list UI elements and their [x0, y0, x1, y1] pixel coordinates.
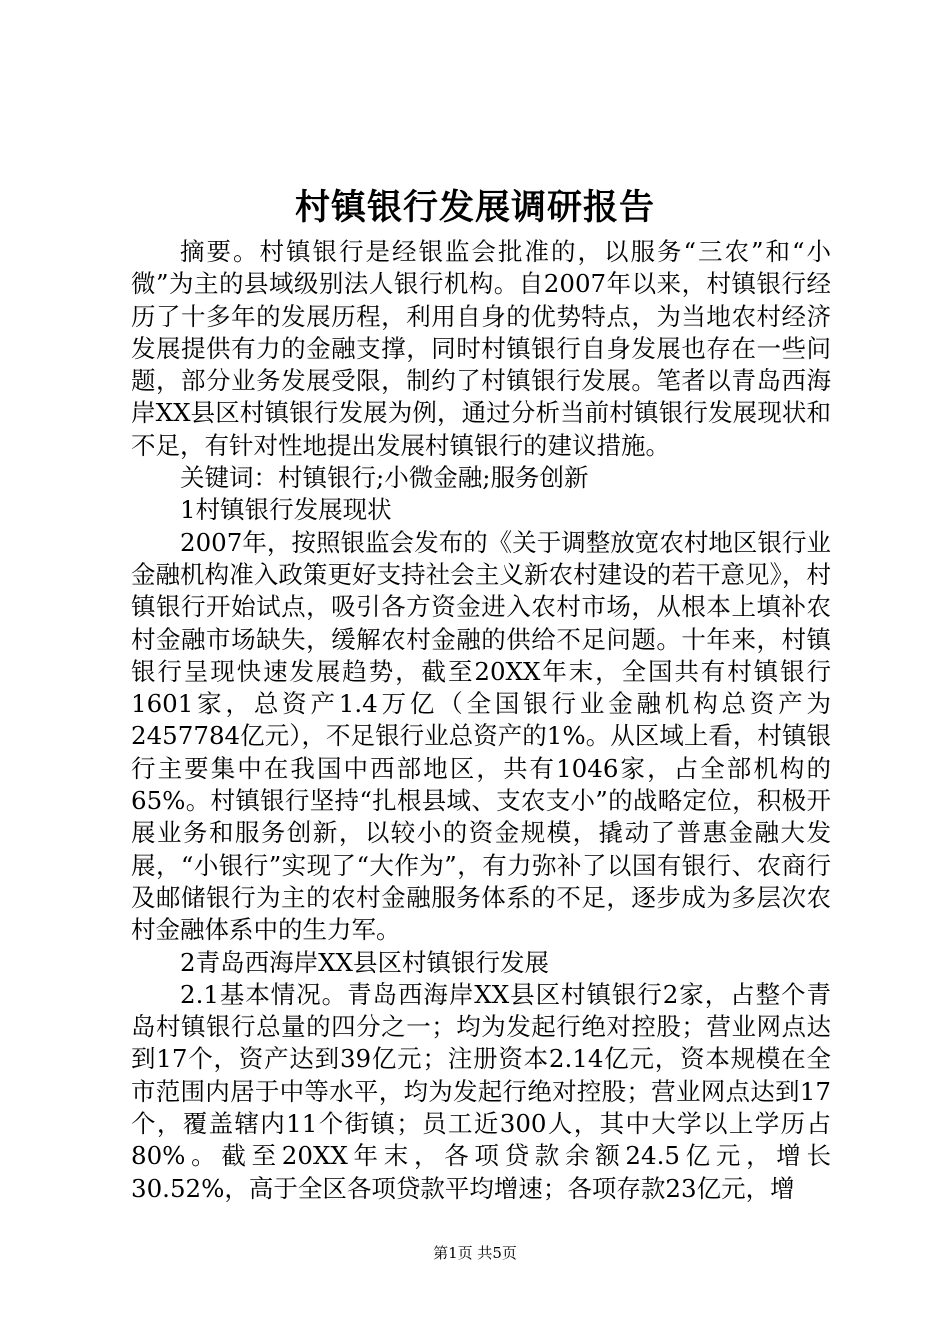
document-title: 村镇银行发展调研报告	[294, 187, 655, 228]
document-body	[131, 236, 831, 1205]
keywords-paragraph: 关键词：村镇银行;小微金融;服务创新	[180, 463, 589, 493]
body-paragraph: 2007年，按照银监会发布的《关于调整放宽农村地区银行业金融机构准入政策更好支持社会主义新农村建设的若干意见》，村镇银行开始试点，吸引各方资金进入农村市场，从根本上填补农村金融市场缺失，缓解农村金融的供给不足问题。十年来，村镇银行呈现快速发展趋势，截至20XX年末，全国共有村镇银行1601家，总资产1.4万亿（全国银行业金融机构总资产为2457784亿元），不足银行业总资产的1%。从区域上看，村镇银行主要集中在我国中西部地区，共有1046家，占全部机构的65%。村镇银行坚持“扎根县域、支农支小”的战略定位，积极开展业务和服务创新，以较小的资金规模，撬动了普惠金融大发展，“小银行”实现了“大作为”，有力弥补了以国有银行、农商行及邮储银行为主的农村金融服务体系的不足，逐步成为多层次农村金融体系中的生力军。	[131, 527, 831, 945]
section-heading-1: 1村镇银行发展现状	[180, 495, 392, 525]
section-heading-2: 2青岛西海岸XX县区村镇银行发展	[180, 947, 549, 977]
body-paragraph: 2.1基本情况。青岛西海岸XX县区村镇银行2家，占整个青岛村镇银行总量的四分之一；均为发起行绝对控股；营业网点达到17个，资产达到39亿元；注册资本2.14亿元，资本规模在全市范围内居于中等水平，均为发起行绝对控股；营业网点达到17个，覆盖辖内11个街镇；员工近300人，其中大学以上学历占80%。截至20XX年末，各项贷款余额24.5亿元，增长30.52%，高于全区各项贷款平均增速；各项存款23亿元，增	[131, 979, 831, 1203]
abstract-paragraph: 摘要。村镇银行是经银监会批准的，以服务“三农”和“小微”为主的县域级别法人银行机构。自2007年以来，村镇银行经历了十多年的发展历程，利用自身的优势特点，为当地农村经济发展提供有力的金融支撑，同时村镇银行自身发展也存在一些问题，部分业务发展受限，制约了村镇银行发展。笔者以青岛西海岸XX县区村镇银行发展为例，通过分析当前村镇银行发展现状和不足，有针对性地提出发展村镇银行的建议措施。	[131, 237, 831, 460]
page-footer: 第1页 共5页	[433, 1244, 517, 1262]
